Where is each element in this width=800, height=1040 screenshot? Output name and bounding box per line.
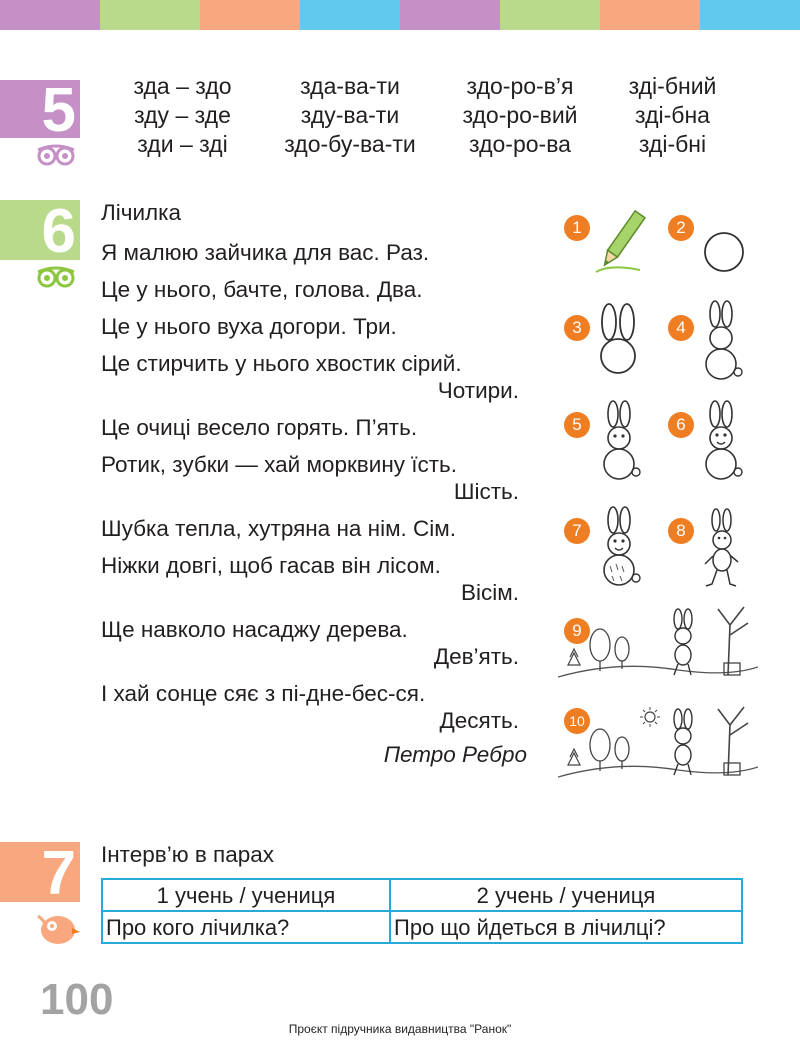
- syllable-row: [100, 130, 740, 159]
- poem-count-word: Вісім.: [461, 580, 519, 605]
- poem-line: [101, 313, 531, 340]
- poem-line-text: Це у нього, бачте, голова. Два.: [101, 277, 423, 302]
- rabbit-body-drawing: [698, 300, 744, 384]
- poem-line-text: Ще навколо насаджу дерева.: [101, 617, 408, 642]
- poem-line-text: Ротик, зубки — хай морквину їсть.: [101, 452, 458, 477]
- syllable-cell: зда – здо: [133, 73, 232, 99]
- step-badge: 2: [668, 215, 694, 241]
- poem-line: [101, 552, 531, 606]
- owl-eyes-icon: [34, 264, 78, 288]
- top-stripe: [100, 0, 200, 30]
- section-5-number: 5: [0, 80, 80, 138]
- poem-author: Петро Ребро: [383, 742, 527, 767]
- poem-line: [101, 414, 531, 441]
- footer-text: Проєкт підручника видавництва "Ранок": [288, 1022, 512, 1036]
- sunny-forest-scene-drawing: [558, 705, 758, 790]
- poem-line: [101, 616, 531, 670]
- syllable-row: [100, 72, 740, 101]
- owl-eyes-icon: [34, 142, 78, 166]
- poem-count-word: Чотири.: [437, 378, 519, 403]
- poem-count-word: Десять.: [439, 708, 519, 733]
- poem-line: [101, 239, 531, 266]
- drawing-steps: [550, 200, 760, 810]
- top-stripe: [200, 0, 300, 30]
- page-number: 100: [40, 975, 114, 1024]
- step-badge: 6: [668, 412, 694, 438]
- poem-line-text: Це стирчить у нього хвостик сірий.: [101, 351, 462, 376]
- table-row: [102, 911, 742, 943]
- step-badge: 7: [564, 518, 590, 544]
- syllable-cell: здо-ро-вий: [462, 102, 578, 128]
- table-cell: Про кого лічилка?: [102, 911, 390, 943]
- top-color-bar: [0, 0, 800, 30]
- syllable-cell: зді-бний: [628, 73, 717, 99]
- syllable-cell: зді-бна: [635, 102, 710, 128]
- poem-title: Лічилка: [101, 200, 182, 225]
- forest-scene-drawing: [558, 605, 758, 690]
- poem-line: [101, 451, 531, 505]
- top-stripe: [700, 0, 800, 30]
- top-stripe: [400, 0, 500, 30]
- table-header-cell: 1 учень / учениця: [102, 879, 390, 911]
- rabbit-mouth-drawing: [698, 400, 744, 484]
- poem-line: [101, 276, 531, 303]
- syllable-row: [100, 101, 740, 130]
- poem-line-text: Це очиці весело горять. П’ять.: [101, 415, 418, 440]
- poem-count-word: Шість.: [453, 479, 519, 504]
- syllable-cell: зду-ва-ти: [300, 102, 400, 128]
- syllable-cell: зди – зді: [137, 131, 228, 157]
- poem-count-word: Дев’ять.: [433, 644, 519, 669]
- section-7-number: 7: [0, 842, 80, 902]
- bird-icon: [34, 906, 80, 946]
- poem-line-text: Я малюю зайчика для вас. Раз.: [101, 240, 430, 265]
- step-badge: 1: [564, 215, 590, 241]
- section-7-title: Інтерв’ю в парах: [101, 842, 275, 867]
- syllable-cell: здо-бу-ва-ти: [284, 131, 416, 157]
- table-cell: Про що йдеться в лічилці?: [390, 911, 742, 943]
- rabbit-ears-drawing: [592, 302, 644, 382]
- syllable-cell: зді-бні: [638, 131, 707, 157]
- poem: [101, 200, 531, 768]
- syllable-cell: здо-ро-ва: [469, 131, 571, 157]
- step-badge: 9: [564, 618, 590, 644]
- top-stripe: [500, 0, 600, 30]
- poem-line: [101, 350, 531, 404]
- syllable-cell: зда-ва-ти: [300, 73, 400, 99]
- poem-line-text: Ніжки довгі, щоб гасав він лісом.: [101, 553, 441, 578]
- poem-line: [101, 515, 531, 542]
- step-badge: 3: [564, 315, 590, 341]
- step-badge: 4: [668, 315, 694, 341]
- poem-line-text: І хай сонце сяє з пі-дне-бес-ся.: [101, 681, 426, 706]
- rabbit-legs-drawing: [700, 508, 744, 592]
- top-stripe: [600, 0, 700, 30]
- syllable-cell: зду – зде: [134, 102, 231, 128]
- table-row: [102, 879, 742, 911]
- section-6-number: 6: [0, 200, 80, 260]
- interview-table: [101, 878, 743, 944]
- table-header-cell: 2 учень / учениця: [390, 879, 742, 911]
- step-badge: 5: [564, 412, 590, 438]
- syllable-cell: здо-ро-в’я: [466, 73, 574, 99]
- top-stripe: [0, 0, 100, 30]
- step-badge: 8: [668, 518, 694, 544]
- step-badge: 10: [564, 708, 590, 734]
- rabbit-eyes-drawing: [596, 400, 642, 484]
- poem-line-text: Це у нього вуха догори. Три.: [101, 314, 397, 339]
- poem-line: [101, 680, 531, 734]
- syllable-table: [100, 72, 740, 159]
- rabbit-fur-drawing: [596, 506, 642, 590]
- poem-line-text: Шубка тепла, хутряна на нім. Сім.: [101, 516, 457, 541]
- head-circle-drawing: [700, 228, 748, 276]
- top-stripe: [300, 0, 400, 30]
- pencil-icon: [590, 208, 650, 278]
